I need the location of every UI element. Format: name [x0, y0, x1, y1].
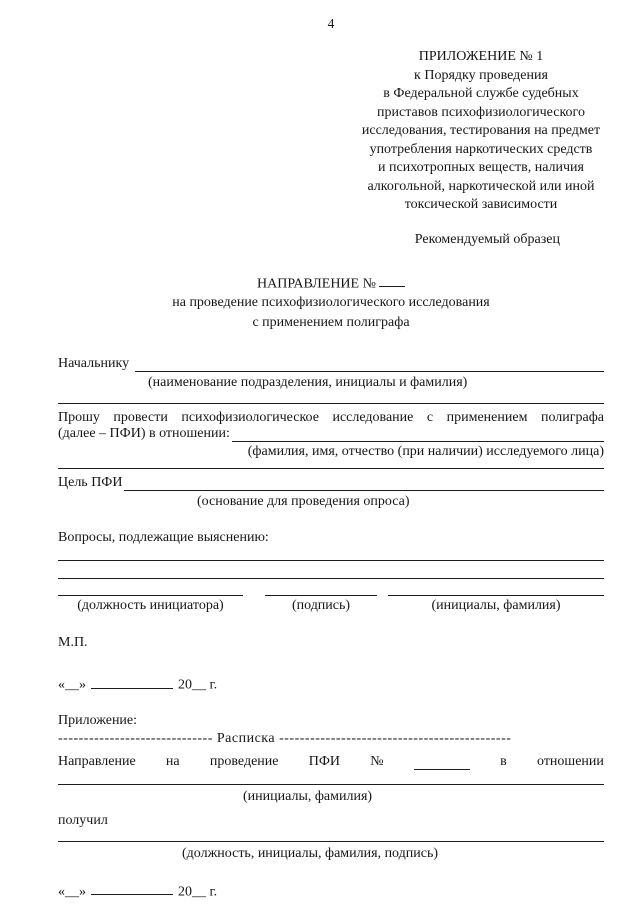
spacer [377, 598, 388, 614]
appendix-line: к Порядку проведения [414, 67, 548, 83]
questions-blank-line [58, 578, 604, 579]
request-paragraph-line1: Прошу провести психофизиологическое исследование с применением полиграфа [58, 410, 604, 426]
receipt-word: на [165, 753, 180, 769]
purpose-blank-field [124, 476, 604, 491]
received-label: получил [58, 812, 108, 828]
purpose-label: Цель ПФИ [58, 475, 123, 491]
receipt-word: отношении [537, 753, 604, 769]
receipt-divider-dashes-left: ------------------------------ [58, 730, 213, 746]
signature-lines-row [58, 595, 604, 596]
date-year: 20__ г. [178, 883, 218, 899]
initials-surname-blank-field [388, 595, 604, 596]
spacer [243, 595, 265, 596]
receipt-name-blank-line [58, 784, 604, 785]
addressee-blank-field [135, 357, 604, 372]
receipt-word: в [500, 753, 507, 769]
spacer [377, 595, 388, 596]
signature-captions-row [58, 598, 604, 614]
signature-blank-field [265, 595, 377, 596]
request-subject-row [58, 426, 604, 442]
receipt-sign-caption: (должность, инициалы, фамилия, подпись) [182, 845, 439, 861]
form-subtitle-line2: с применением полиграфа [252, 314, 410, 330]
attachment-label: Приложение: [58, 712, 138, 728]
initials-surname-caption: (инициалы, фамилия) [431, 598, 561, 614]
appendix-note [330, 48, 632, 215]
receipt-word: Направление [58, 753, 136, 769]
date-month-blank-field [91, 674, 173, 688]
receipt-date-row [58, 881, 604, 900]
appendix-line: ПРИЛОЖЕНИЕ № 1 [418, 49, 544, 64]
addressee-caption: (наименование подразделения, инициалы и фамилия) [148, 375, 468, 391]
date-month-blank-field [91, 881, 173, 895]
receipt-divider-dashes-right: --------------------------------------------- [279, 730, 512, 746]
receipt-word: № [370, 753, 384, 769]
purpose-caption: (основание для проведения опроса) [197, 494, 410, 510]
receipt-divider-title: Расписка [216, 730, 276, 746]
addressee-label: Начальнику [58, 356, 130, 372]
recommended-sample-note: Рекомендуемый образец [414, 231, 560, 247]
receipt-divider [58, 731, 604, 747]
date-year: 20__ г. [178, 677, 218, 693]
request-subject-blank-field [232, 427, 604, 442]
stamp-place-label: М.П. [58, 635, 88, 651]
spacer [243, 598, 265, 614]
form-title-text: НАПРАВЛЕНИЕ № [257, 275, 376, 291]
receipt-sentence-row [58, 754, 604, 770]
receipt-word: ПФИ [308, 753, 341, 769]
appendix-line: приставов психофизиологического [377, 104, 585, 120]
page-number: 4 [327, 16, 335, 31]
receipt-sign-blank-line [58, 841, 604, 842]
receipt-number-blank-field [414, 755, 470, 769]
appendix-line: в Федеральной службе судебных [383, 86, 579, 101]
form-title-block [58, 273, 604, 333]
date-row [58, 674, 604, 693]
receipt-word: проведение [209, 753, 279, 769]
signature-caption: (подпись) [291, 598, 351, 614]
divider-line [58, 468, 604, 469]
appendix-line: исследования, тестирования на предмет [361, 123, 601, 138]
date-day-quotes: «__» [58, 883, 86, 899]
purpose-row [58, 475, 604, 491]
form-subtitle-line1: на проведение психофизиологического исследования [172, 295, 490, 311]
questions-label: Вопросы, подлежащие выяснению: [58, 530, 269, 546]
date-day-quotes: «__» [58, 677, 86, 693]
appendix-line: алкогольной, наркотической или иной [367, 178, 595, 194]
initiator-position-blank-field [58, 595, 243, 596]
appendix-line: токсической зависимости [404, 197, 558, 212]
initiator-position-caption: (должность инициатора) [77, 598, 224, 614]
addressee-row [58, 356, 604, 372]
form-title [58, 273, 604, 294]
form-number-blank-field [379, 273, 405, 287]
request-subject-label: (далее – ПФИ) в отношении: [58, 426, 230, 442]
divider-line [58, 403, 604, 404]
receipt-name-caption: (инициалы, фамилия) [243, 788, 373, 804]
questions-blank-line [58, 560, 604, 561]
appendix-line: и психотропных веществ, наличия [378, 160, 584, 175]
appendix-line: употребления наркотических средств [369, 141, 593, 157]
request-subject-caption: (фамилия, имя, отчество (при наличии) исследуемого лица) [247, 444, 604, 460]
